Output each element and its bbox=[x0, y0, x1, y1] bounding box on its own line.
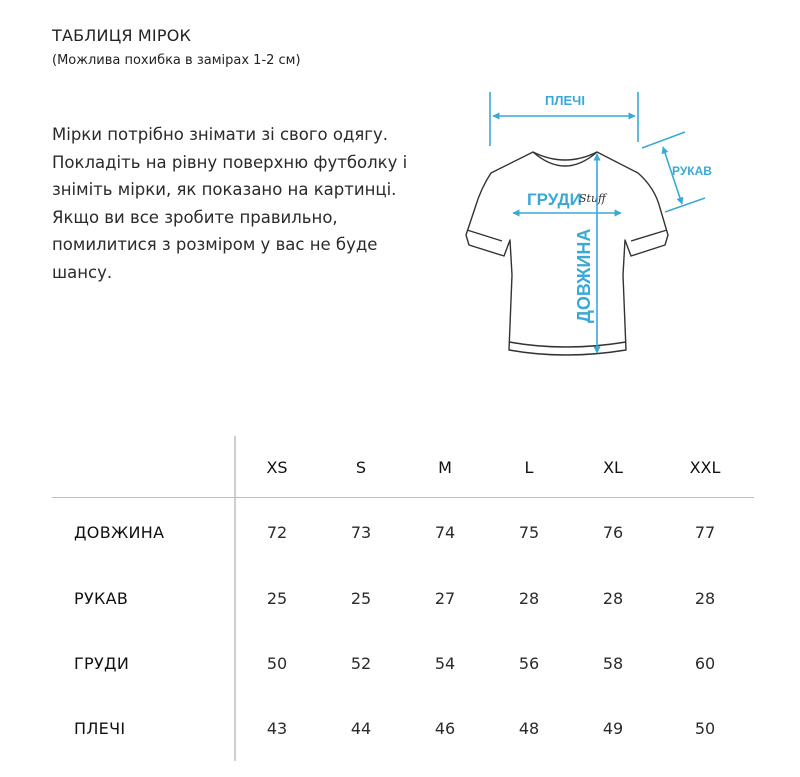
row-label: РУКАВ bbox=[74, 589, 129, 608]
table-cell: 76 bbox=[602, 523, 624, 542]
row-label: ПЛЕЧІ bbox=[74, 719, 126, 738]
brand-logo: Stuff bbox=[579, 192, 606, 205]
table-cell: 74 bbox=[434, 523, 456, 542]
tshirt-measurement-diagram bbox=[455, 80, 715, 370]
table-cell: 44 bbox=[350, 719, 372, 738]
table-cell: 73 bbox=[350, 523, 372, 542]
tshirt-outline bbox=[466, 152, 668, 355]
size-header-xl: XL bbox=[603, 458, 623, 477]
table-cell: 75 bbox=[518, 523, 540, 542]
size-header-xxl: XXL bbox=[689, 458, 721, 477]
table-cell: 72 bbox=[266, 523, 288, 542]
size-header-l: L bbox=[524, 458, 534, 477]
size-header-m: M bbox=[438, 458, 452, 477]
sleeve-label: РУКАВ bbox=[672, 164, 712, 178]
table-cell: 50 bbox=[266, 654, 288, 673]
measurement-error-note: (Можлива похибка в замірах 1-2 см) bbox=[52, 53, 301, 68]
table-cell: 46 bbox=[434, 719, 456, 738]
instructions-text: Мірки потрібно знімати зі свого одягу. Покладіть на рівну поверхню футболку і зніміть мірки, як показано на картинці. Якщо ви все зробите правильно, помилитися з розміром у вас не буде шансу. bbox=[52, 125, 408, 282]
table-cell: 56 bbox=[518, 654, 540, 673]
table-cell: 58 bbox=[602, 654, 624, 673]
table-cell: 28 bbox=[518, 589, 540, 608]
table-cell: 27 bbox=[434, 589, 456, 608]
table-cell: 52 bbox=[350, 654, 372, 673]
table-cell: 28 bbox=[602, 589, 624, 608]
row-label: ГРУДИ bbox=[74, 654, 130, 673]
table-cell: 54 bbox=[434, 654, 456, 673]
table-cell: 25 bbox=[266, 589, 288, 608]
size-header-xs: XS bbox=[266, 458, 288, 477]
table-cell: 43 bbox=[266, 719, 288, 738]
table-cell: 50 bbox=[694, 719, 716, 738]
table-cell: 49 bbox=[602, 719, 624, 738]
table-cell: 60 bbox=[694, 654, 716, 673]
table-cell: 77 bbox=[694, 523, 716, 542]
table-column-divider bbox=[234, 436, 236, 761]
row-label: ДОВЖИНА bbox=[74, 523, 165, 542]
shoulders-label: ПЛЕЧІ bbox=[545, 93, 585, 108]
table-cell: 48 bbox=[518, 719, 540, 738]
size-header-s: S bbox=[355, 458, 367, 477]
table-cell: 28 bbox=[694, 589, 716, 608]
chest-label: ГРУДИ bbox=[527, 190, 582, 209]
length-label: ДОВЖИНА bbox=[574, 228, 594, 323]
table-header-divider bbox=[52, 497, 754, 498]
size-table bbox=[52, 436, 754, 761]
table-cell: 25 bbox=[350, 589, 372, 608]
page-title: ТАБЛИЦЯ МІРОК bbox=[52, 26, 192, 45]
